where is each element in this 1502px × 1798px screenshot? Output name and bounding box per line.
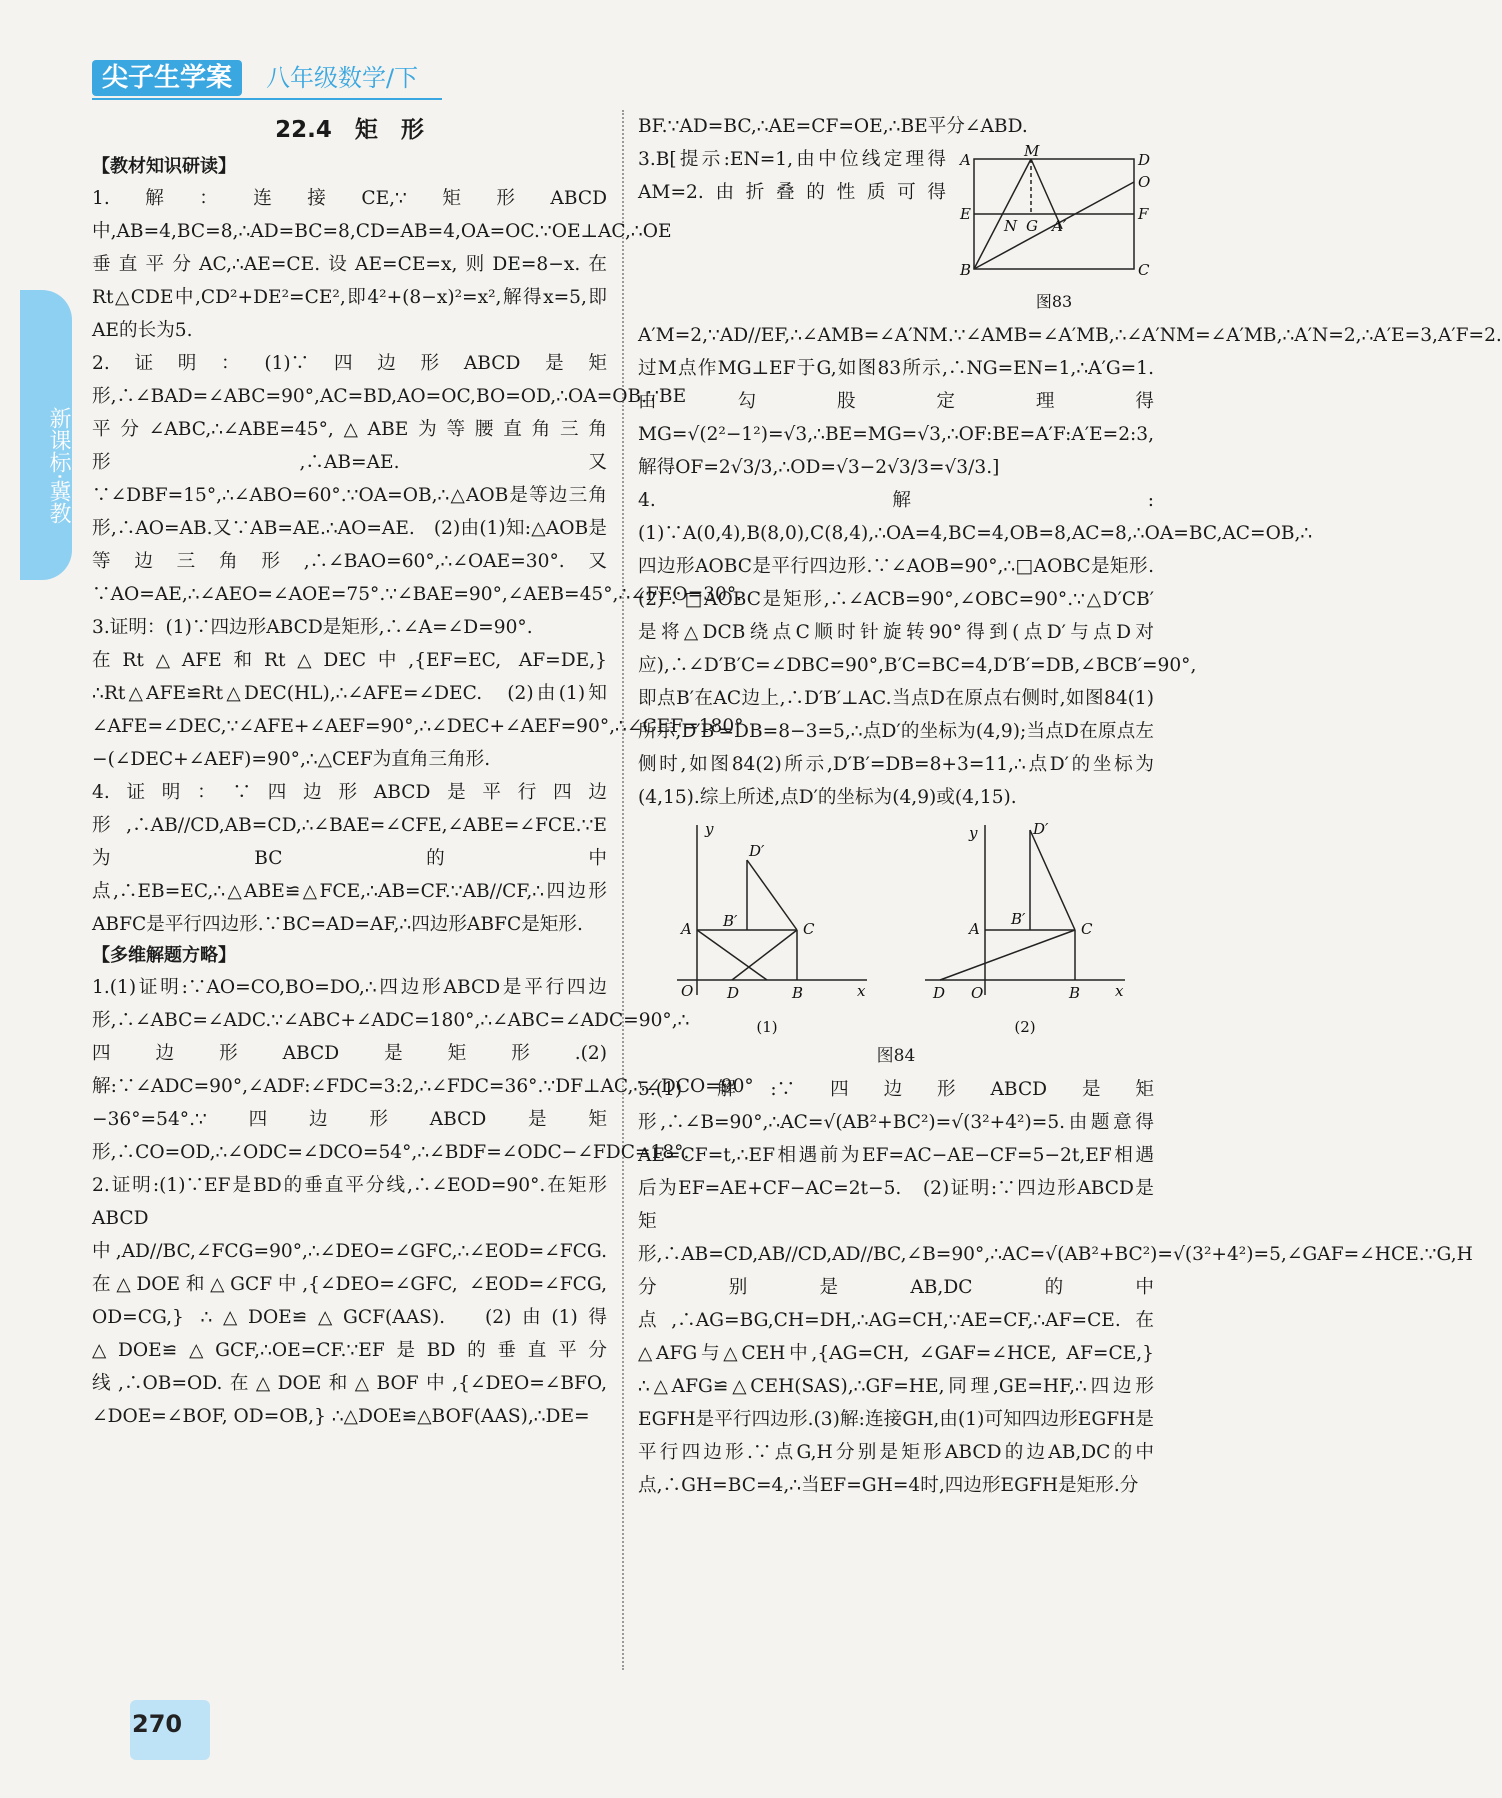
page-number: 270 — [132, 1710, 183, 1738]
fig84b-label: B — [1069, 984, 1081, 1002]
fig83-label: A — [960, 151, 971, 169]
method-1: 1.(1)证明:∵AO=CO,BO=DO,∴四边形ABCD是平行四边形,∴∠ABC=∠ADC.∵∠ABC+∠ADC=180°,∴∠ABC=∠ADC=90°,∴四边形ABCD是矩形.(2)解:∵∠ADC=90°,∠ADF:∠FDC=3:2,∴∠FDC=36°.∵DF⊥AC,∴∠DCO=90°−36°=54°.∵四边形ABCD是矩形,∴CO=OD,∴∠ODC=∠DCO=54°,∴∠BDF=∠ODC−∠FDC=18°. — [92, 977, 754, 1163]
fig84b-label: A — [969, 920, 980, 938]
header-underline — [92, 98, 442, 100]
fig84b-label: D — [933, 984, 946, 1002]
fig83-label: O — [1138, 173, 1151, 191]
method-2-cont: BF.∵AD=BC,∴AE=CF=OE,∴BE平分∠ABD. — [638, 116, 1028, 137]
fig84a-label: D′ — [749, 842, 765, 860]
figure-83 — [954, 142, 1154, 317]
section-title: 22.4 矩 形 — [275, 117, 424, 143]
fig84a-label: B — [792, 984, 804, 1002]
fig84b-label: x — [1115, 982, 1124, 1000]
fig83-label: F — [1138, 205, 1149, 223]
fig83-caption: 图83 — [1035, 292, 1073, 311]
fig83-label: D — [1138, 151, 1151, 169]
method-2: 2.证明:(1)∵EF是BD的垂直平分线,∴∠EOD=90°.在矩形ABCD中,AD//BC,∠FCG=90°,∴∠DEO=∠GFC,∴∠EOD=∠FCG.在△DOE和△GCF中,{∠DEO=∠GFC, ∠EOD=∠FCG, OD=CG,} ∴△DOE≌△GCF(AAS). (2)由(1)得△DOE≌△GCF,∴OE=CF.∵EF是BD的垂直平分线,∴OB=OD.在△DOE和△BOF中,{∠DEO=∠BFO, ∠DOE=∠BOF, OD=OB,} ∴△DOE≌△BOF(AAS),∴DE= — [92, 1175, 607, 1427]
fig84b-label: C — [1081, 920, 1093, 938]
column-divider — [622, 110, 624, 1670]
left-column — [92, 110, 754, 1433]
fig84-sub2: (2) — [1014, 1018, 1036, 1036]
fig84b-label: B′ — [1011, 910, 1026, 928]
fig84-sub1: (1) — [756, 1018, 778, 1036]
fig84a-label: B′ — [723, 912, 738, 930]
figure-84-2 — [915, 820, 1135, 1040]
fig83-label: M — [1024, 142, 1040, 160]
fig84-caption: 图84 — [876, 1046, 916, 1066]
fig84a-label: A — [681, 920, 692, 938]
fig83-label: A′ — [1052, 217, 1067, 235]
figure-84 — [638, 820, 1154, 1040]
fig84a-label: O — [681, 982, 694, 1000]
fig83-label: C — [1138, 261, 1150, 279]
fig84b-label: D′ — [1033, 820, 1049, 838]
brand-label: 尖子生学案 — [92, 60, 242, 96]
fig84a-label: x — [857, 982, 866, 1000]
fig84b-label: y — [969, 824, 978, 842]
fig84b-label: O — [971, 984, 984, 1002]
right-column — [638, 110, 1502, 1502]
method-5: 5.(1)解:∵四边形ABCD是矩形,∴∠B=90°,∴AC=√(AB²+BC²)=√(3²+4²)=5.由题意得AE=CF=t,∴EF相遇前为EF=AC−AE−CF=5−2t,EF相遇后为EF=AE+CF−AC=2t−5. (2)证明:∵四边形ABCD是矩形,∴AB=CD,AB//CD,AD//BC,∠B=90°,∴AC=√(AB²+BC²)=√(3²+4²)=5,∠GAF=∠HCE.∵G,H分别是AB,DC的中点,∴AG=BG,CH=DH,∴AG=CH,∵AE=CF,∴AF=CE.在△AFG与△CEH中,{AG=CH, ∠GAF=∠HCE, AF=CE,} ∴△AFG≌△CEH(SAS),∴GF=HE,同理,GE=HF,∴四边形EGFH是平行四边形.(3)解:连接GH,由(1)可知四边形EGFH是平行四边形.∵点G,H分别是矩形ABCD的边AB,DC的中点,∴GH=BC=4,∴当EF=GH=4时,四边形EGFH是矩形.分 — [638, 1079, 1473, 1496]
fig83-label: N — [1004, 217, 1018, 235]
header-subtitle: 八年级数学/下 — [266, 64, 419, 92]
fig83-label: E — [960, 205, 971, 223]
fig83-label: B — [960, 261, 972, 279]
method-4: 4.解:(1)∵A(0,4),B(8,0),C(8,4),∴OA=4,BC=4,OB=8,AC=8,∴OA=BC,AC=OB,∴四边形AOBC是平行四边形.∵∠AOB=90°,∴□AOBC是矩形.(2)∵□AOBC是矩形,∴∠ACB=90°,∠OBC=90°.∵△D′CB′是将△DCB绕点C顺时针旋转90°得到(点D′与点D对应),∴∠D′B′C=∠DBC=90°,B′C=BC=4,D′B′=DB,∠BCB′=90°,即点B′在AC边上,∴D′B′⊥AC.当点D在原点右侧时,如图84(1)所示,D′B′=DB=8−3=5,∴点D′的坐标为(4,9);当点D在原点左侧时,如图84(2)所示,D′B′=DB=8+3=11,∴点D′的坐标为(4,15).综上所述,点D′的坐标为(4,9)或(4,15). — [638, 490, 1313, 808]
fig84a-label: y — [705, 820, 714, 838]
figure-84-1 — [657, 820, 877, 1040]
fig84a-label: D — [727, 984, 740, 1002]
answer-3a: 3.证明：(1)∵四边形ABCD是矩形,∴∠A=∠D=90°. — [92, 617, 533, 638]
heading-textbook: 【教材知识研读】 — [92, 156, 236, 177]
fig84a-label: C — [803, 920, 815, 938]
answer-2: 2.证明：(1)∵四边形ABCD是矩形,∴∠BAD=∠ABC=90°,AC=BD,AO=OC,BO=OD,∴OA=OB.∵BE平分∠ABC,∴∠ABE=45°,△ABE为等腰直角三角形,∴AB=AE.又∵∠DBF=15°,∴∠ABO=60°.∵OA=OB,∴△AOB是等边三角形,∴AO=AB.又∵AB=AE.∴AO=AE. (2)由(1)知:△AOB是等边三角形,∴∠BAO=60°,∴∠OAE=30°.又∵AO=AE,∴∠AEO=∠AOE=75°.∵∠BAE=90°,∠AEB=45°,∴∠FEO=30°. — [92, 353, 743, 605]
answer-1: 1.解：连接CE,∵矩形ABCD中,AB=4,BC=8,∴AD=BC=8,CD=AB=4,OA=OC.∵OE⊥AC,∴OE垂直平分AC,∴AE=CE.设AE=CE=x,则DE=8−x.在Rt△CDE中,CD²+DE²=CE²,即4²+(8−x)²=x²,解得x=5,即AE的长为5. — [92, 188, 672, 341]
method-3: 3.B[提示:EN=1,由中位线定理得AM=2.由折叠的性质可得A′M=2,∵AD//EF,∴∠AMB=∠A′NM.∵∠AMB=∠A′MB,∴∠A′NM=∠A′MB,∴A′N=2,∴A′E=3,A′F=2.过M点作MG⊥EF于G,如图83所示,∴NG=EN=1,∴A′G=1.由勾股定理得MG=√(2²−1²)=√3,∴BE=MG=√3,∴OF:BE=A′F:A′E=2:3,解得OF=2√3/3,∴OD=√3−2√3/3=√3/3.] — [638, 149, 1502, 478]
heading-methods: 【多维解题方略】 — [92, 945, 236, 966]
answer-3b: 在Rt△AFE和Rt△DEC中,{EF=EC, AF=DE,} ∴Rt△AFE≌Rt△DEC(HL),∴∠AFE=∠DEC. (2)由(1)知∠AFE=∠DEC,∵∠AFE+∠AEF=90°,∴∠DEC+∠AEF=90°,∴∠CEF=180°−(∠DEC+∠AEF)=90°,∴△CEF为直角三角形. — [92, 650, 744, 770]
fig83-label: G — [1026, 217, 1038, 235]
answer-4: 4.证明：∵四边形ABCD是平行四边形,∴AB//CD,AB=CD,∴∠BAE=∠CFE,∠ABE=∠FCE.∵E为BC的中点,∴EB=EC,∴△ABE≌△FCE,∴AB=CF.∵AB//CF,∴四边形ABFC是平行四边形.∵BC=AD=AF,∴四边形ABFC是矩形. — [92, 782, 607, 935]
side-tab: 新课标·冀教 — [20, 290, 72, 580]
